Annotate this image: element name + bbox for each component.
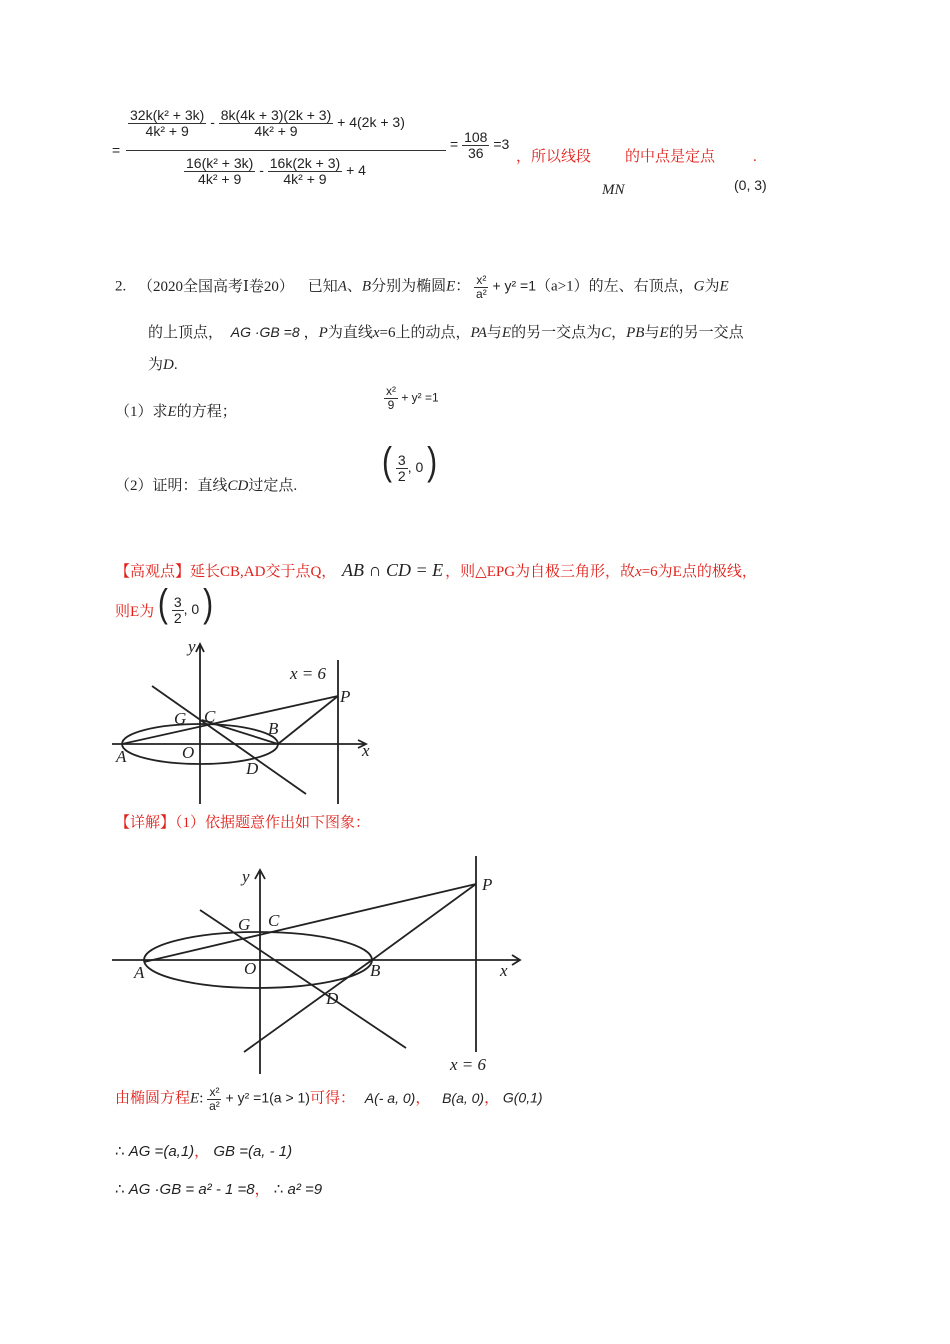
problem-line-1 (115, 274, 729, 300)
text: ， (611, 325, 627, 341)
denominator: 9 (387, 397, 395, 412)
part1-question (115, 400, 237, 421)
derivation-line-1 (115, 1086, 543, 1112)
label-c: C (204, 707, 216, 726)
numerator: x² (476, 273, 487, 287)
text: 的另一交点 (668, 325, 744, 341)
label-a: A (134, 963, 145, 982)
denominator: 2 (397, 467, 406, 484)
text: ， (254, 1181, 270, 1198)
text: ： (455, 278, 471, 295)
text: . (173, 357, 178, 373)
label-a: A (116, 747, 127, 766)
vector-gb: GB =(a, - 1) (213, 1143, 293, 1160)
point-b-coords: B(a, 0) (442, 1089, 485, 1106)
ellipse-e: E (501, 325, 512, 341)
denominator: 36 (467, 144, 484, 161)
insight-line-2 (115, 582, 214, 626)
detail-heading (115, 811, 370, 832)
denominator: a² (209, 1098, 220, 1113)
problem-number: 2. (115, 278, 127, 295)
therefore-symbol: ∴ (115, 1181, 125, 1198)
paren-close: ) (203, 582, 214, 626)
text: 分别为椭圆 (371, 278, 447, 295)
numerator: x² (209, 1085, 220, 1099)
result (450, 130, 509, 160)
insight-line-1 (115, 560, 757, 581)
insight-answer (157, 582, 214, 626)
numerator: x² (386, 384, 396, 398)
answer-rest: + y² =1 (401, 390, 439, 405)
big-denominator (184, 156, 366, 186)
problem-line-3 (148, 353, 178, 374)
paren-open: ( (157, 582, 168, 626)
minus-sign: - (259, 161, 264, 178)
point-a-coords: A(- a, 0) (364, 1089, 416, 1106)
text: ， (194, 1143, 210, 1160)
point-a: A (337, 278, 347, 295)
label-x6: x = 6 (290, 664, 327, 683)
ellipse-e: E (719, 278, 729, 295)
denominator: 4k² + 9 (254, 122, 298, 139)
text: ，则△EPG为自极三角形，故 (445, 564, 636, 580)
part1-answer (384, 385, 439, 411)
problem-line-2 (148, 321, 744, 342)
fraction (219, 108, 334, 138)
numerator: 3 (173, 594, 182, 611)
ellipse-e: E (659, 325, 669, 341)
label-x: x (500, 961, 508, 980)
line-pa: PA (470, 325, 487, 341)
text: ， (484, 1090, 500, 1107)
paren-open: ( (382, 440, 392, 484)
label-p: P (340, 687, 351, 706)
point-g-coords: G(0,1) (502, 1089, 543, 1106)
ellipse-equation-rest: + y² =1(a > 1) (225, 1089, 310, 1106)
ellipse-fraction (207, 1086, 222, 1112)
point-c: C (601, 325, 612, 341)
text: 已知 (307, 278, 338, 295)
fraction (268, 156, 342, 186)
text: 由椭圆方程 (115, 1090, 191, 1107)
label-b: B (268, 719, 279, 738)
var-x: x (372, 325, 380, 341)
answer-fraction (396, 453, 408, 483)
numerator: 3 (397, 452, 406, 469)
period: . (753, 149, 757, 165)
point-d: D (163, 357, 174, 373)
denominator: 4k² + 9 (145, 122, 189, 139)
denominator: 4k² + 9 (198, 170, 242, 187)
figure-1 (108, 636, 378, 806)
point-g: G (693, 278, 705, 295)
big-numerator (128, 108, 458, 138)
text: 的上顶点， (148, 325, 224, 341)
label-x: x (362, 741, 370, 760)
text: ， (415, 1090, 431, 1107)
part2-question (115, 474, 297, 495)
therefore-symbol: ∴ (115, 1143, 125, 1160)
text: ， (303, 325, 319, 341)
text: （2）证明：直线 (115, 478, 228, 494)
numerator-tail: + 4(2k + 3) (337, 113, 405, 130)
ellipse-equation-rest: + y² =1 (492, 277, 537, 294)
numerator: 32k(k² + 3k) (130, 107, 205, 123)
result-equals: = (450, 135, 459, 152)
derivation-line-2 (115, 1140, 292, 1161)
vector-ag: AG =(a,1) (128, 1143, 195, 1160)
label-y: y (242, 867, 250, 886)
answer-fraction (384, 385, 398, 411)
a-squared-result: a² =9 (287, 1181, 323, 1198)
text: =6上的动点， (379, 325, 471, 341)
equals-sign: = (112, 142, 121, 158)
text: 与 (486, 325, 502, 341)
text: 为 (704, 278, 720, 295)
line-cd: CD (227, 478, 249, 494)
label-d: D (326, 989, 339, 1008)
numerator: 108 (464, 129, 488, 145)
result-value: =3 (493, 135, 510, 152)
text: 、 (346, 278, 362, 295)
text: 的方程； (176, 404, 237, 420)
ellipse-e: E (167, 404, 177, 420)
denominator-tail: + 4 (346, 161, 366, 178)
main-fraction-bar (126, 150, 446, 151)
text: 的另一交点为 (511, 325, 602, 341)
denominator: 2 (173, 609, 182, 626)
answer-fraction (172, 595, 184, 625)
ellipse-e: E (446, 278, 456, 295)
conclusion-text (516, 145, 757, 166)
line-pa (122, 696, 338, 744)
label-p: P (482, 875, 493, 894)
point-b: B (361, 278, 372, 295)
dot-product-result: AG ·GB = a² - 1 =8 (128, 1181, 255, 1198)
fixed-point: (0, 3) (734, 177, 767, 193)
label-o: O (182, 743, 195, 762)
text: 与 (644, 325, 660, 341)
intersection-formula: AB ∩ CD = E (342, 560, 444, 580)
var-x: x (635, 564, 642, 580)
dot-product-expr: AG ·GB =8 (230, 324, 300, 340)
ellipse-e: E (190, 1090, 200, 1107)
ellipse-fraction (474, 274, 489, 300)
line-pb: PB (626, 325, 645, 341)
denominator: a² (476, 286, 487, 301)
answer-rest: , 0 (407, 459, 424, 475)
line-bd (244, 960, 372, 1052)
text: （1）求 (115, 404, 168, 420)
label-x6: x = 6 (450, 1055, 487, 1074)
label-o: O (244, 959, 257, 978)
fraction (184, 156, 255, 186)
therefore-symbol: ∴ (273, 1181, 284, 1198)
label-d: D (246, 759, 259, 778)
numerator: 8k(4k + 3)(2k + 3) (220, 107, 332, 123)
text: 则E为 (115, 604, 155, 621)
part2-answer (382, 440, 438, 484)
text: 延长CB,AD交于点Q， (190, 564, 337, 580)
derivation-line-3 (115, 1178, 322, 1199)
fraction (128, 108, 206, 138)
detail-bracket: 【详解】 (115, 815, 176, 831)
text: 为直线 (327, 325, 373, 341)
segment-mn: MN (602, 182, 625, 198)
text: : (199, 1090, 204, 1107)
numerator: 16(k² + 3k) (186, 155, 254, 171)
text: =6为E点的极线， (641, 564, 757, 580)
numerator: 16k(2k + 3) (269, 155, 341, 171)
text: 可得： (309, 1090, 355, 1107)
label-g: G (238, 915, 251, 934)
label-g: G (174, 709, 187, 728)
text: （a>1）的左、右顶点， (536, 278, 694, 295)
result-fraction (462, 130, 489, 160)
insight-bracket: 【高观点】 (115, 564, 191, 580)
point-p: P (318, 325, 328, 341)
problem-source: （2020全国高考Ⅰ卷20） (138, 278, 294, 295)
line-pa (144, 884, 476, 962)
text: 过定点. (248, 478, 298, 494)
denominator: 4k² + 9 (283, 170, 327, 187)
conclusion-part2: 的中点是定点 (625, 149, 716, 165)
label-y: y (188, 637, 196, 656)
paren-close: ) (427, 440, 438, 484)
conclusion-part1: ，所以线段 (516, 149, 592, 165)
label-c: C (268, 911, 280, 930)
minus-sign: - (210, 113, 215, 130)
answer-rest: , 0 (183, 601, 200, 617)
text: 为 (148, 357, 164, 373)
text: （1）依据题意作出如下图象： (175, 815, 371, 831)
label-b: B (370, 961, 381, 980)
figure-2 (108, 852, 528, 1078)
